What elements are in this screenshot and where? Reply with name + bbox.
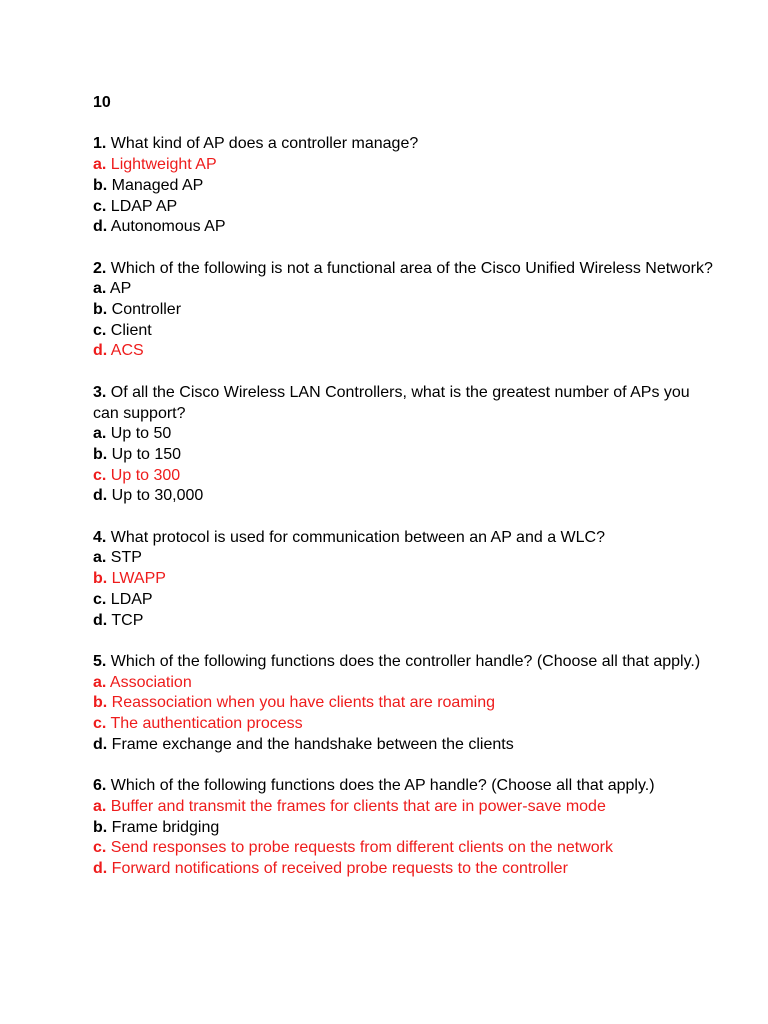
option-text: Managed AP — [111, 176, 204, 194]
option-b — [93, 569, 733, 590]
option-text: Controller — [111, 301, 182, 318]
option-c — [93, 714, 733, 735]
option-letter: c. — [93, 321, 107, 339]
option-text: AP — [109, 280, 132, 298]
option-d — [93, 611, 733, 632]
question-prompt: What kind of AP does a controller manage? — [110, 135, 419, 153]
question-prompt: What protocol is used for communication between an AP and a WLC? — [110, 528, 605, 546]
option-a — [93, 155, 733, 176]
option-letter: d. — [93, 859, 108, 877]
option-letter: b. — [93, 176, 108, 194]
option-text: Up to 50 — [110, 425, 172, 443]
option-text: Buffer and transmit the frames for clients that are in power-save mode — [110, 797, 606, 815]
option-c — [93, 197, 733, 218]
option-text: Autonomous AP — [110, 218, 226, 236]
question-number: 3. — [93, 383, 107, 401]
option-letter: b. — [93, 818, 108, 836]
option-letter: a. — [93, 673, 107, 691]
question-prompt: Which of the following functions does the controller handle? (Choose all that apply.) — [110, 652, 701, 670]
option-d — [93, 217, 733, 238]
question-prompt: Which of the following is not a functional area of the Cisco Unified Wireless Network? — [110, 259, 713, 277]
option-letter: a. — [93, 156, 107, 174]
option-b — [93, 445, 733, 466]
option-text: Up to 30,000 — [111, 487, 204, 505]
option-letter: a. — [93, 425, 107, 443]
question-number: 2. — [93, 259, 107, 277]
question-prompt: Which of the following functions does the AP handle? (Choose all that apply.) — [110, 777, 655, 795]
option-text: LWAPP — [111, 570, 166, 588]
option-letter: b. — [93, 570, 108, 588]
option-a — [93, 279, 733, 300]
option-a — [93, 548, 733, 569]
question-text — [93, 776, 733, 797]
chapter-number: 10 — [93, 94, 111, 111]
option-text: LDAP AP — [110, 197, 178, 215]
option-d — [93, 859, 733, 880]
option-text: Send responses to probe requests from different clients on the network — [110, 839, 614, 857]
option-text: Up to 150 — [111, 445, 182, 463]
option-letter: a. — [93, 797, 107, 815]
option-b — [93, 693, 733, 714]
option-text: The authentication process — [110, 715, 303, 733]
option-c — [93, 838, 733, 859]
option-letter: d. — [93, 342, 108, 360]
option-b — [93, 818, 733, 839]
option-text: Association — [109, 673, 192, 691]
question-4 — [93, 528, 733, 632]
option-text: Client — [110, 321, 152, 339]
question-6 — [93, 776, 733, 880]
option-d — [93, 341, 733, 362]
question-number: 5. — [93, 652, 107, 670]
option-text: LDAP — [110, 590, 153, 608]
option-letter: c. — [93, 197, 107, 215]
option-letter: c. — [93, 715, 107, 733]
option-text: ACS — [110, 342, 144, 360]
option-d — [93, 486, 733, 507]
question-2 — [93, 259, 733, 363]
option-text: STP — [110, 549, 142, 567]
option-a — [93, 424, 733, 445]
question-number: 1. — [93, 135, 107, 153]
option-letter: c. — [93, 590, 107, 608]
option-text: Lightweight AP — [110, 156, 217, 174]
question-text — [93, 134, 733, 155]
option-letter: b. — [93, 301, 108, 318]
question-number: 6. — [93, 777, 107, 795]
option-letter: a. — [93, 549, 107, 567]
option-letter: a. — [93, 280, 107, 298]
option-text: Forward notifications of received probe requests to the controller — [111, 859, 568, 877]
option-a — [93, 673, 733, 694]
option-text: Up to 300 — [110, 466, 181, 484]
question-3 — [93, 383, 733, 507]
question-text — [93, 383, 733, 404]
question-text-continued: can support? — [93, 404, 186, 422]
option-b — [93, 176, 733, 197]
option-letter: b. — [93, 445, 108, 463]
option-letter: c. — [93, 466, 107, 484]
option-text: Reassociation when you have clients that are roaming — [111, 694, 495, 712]
option-c — [93, 466, 733, 487]
document-page — [93, 93, 733, 900]
option-letter: c. — [93, 839, 107, 857]
option-letter: d. — [93, 735, 108, 753]
question-prompt: Of all the Cisco Wireless LAN Controllers, what is the greatest number of APs you — [110, 383, 690, 401]
question-number: 4. — [93, 528, 107, 546]
option-letter: d. — [93, 218, 108, 236]
option-letter: d. — [93, 487, 108, 505]
option-text: Frame bridging — [111, 818, 220, 836]
option-c — [93, 321, 733, 342]
option-a — [93, 797, 733, 818]
option-text: TCP — [111, 611, 144, 629]
question-text — [93, 528, 733, 549]
question-5 — [93, 652, 733, 756]
question-1 — [93, 134, 733, 238]
option-letter: b. — [93, 694, 108, 712]
option-d — [93, 735, 733, 756]
question-text — [93, 652, 733, 673]
option-letter: d. — [93, 611, 108, 629]
option-b — [93, 300, 733, 321]
option-text: Frame exchange and the handshake between the clients — [111, 735, 514, 753]
option-c — [93, 590, 733, 611]
question-text — [93, 259, 733, 280]
